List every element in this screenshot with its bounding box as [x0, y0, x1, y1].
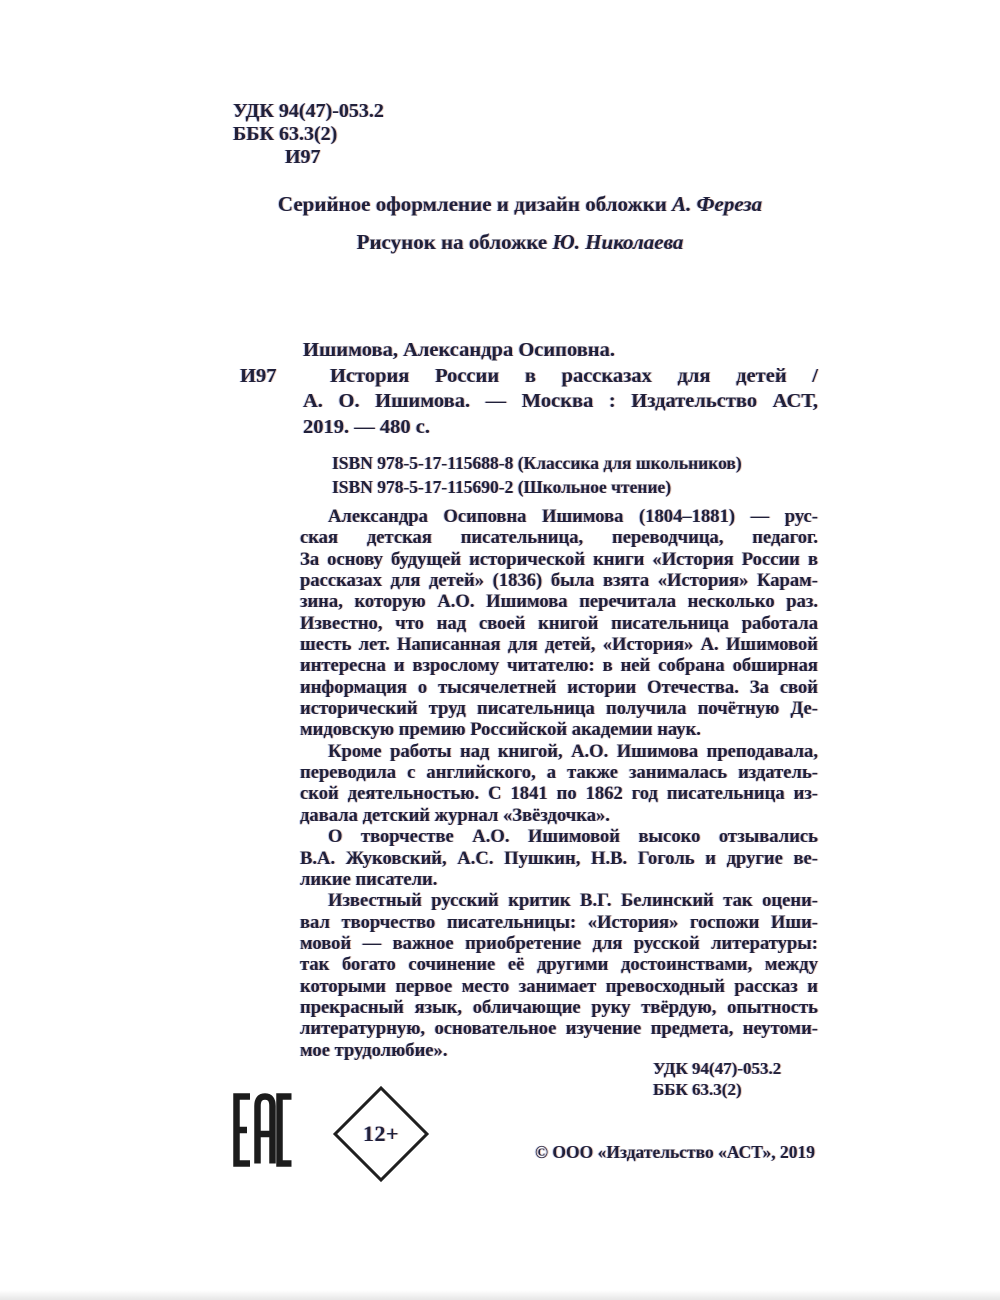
annotation-line: ской деятельностью. С 1841 по 1862 год писательница из-	[300, 783, 818, 805]
annotation-line: так богато сочинение её другими достоинствами, между	[300, 954, 818, 976]
credit-text: Серийное оформление и дизайн обложки	[277, 192, 673, 216]
annotation-line: шесть лет. Написанная для детей, «История» А. Ишимовой	[300, 634, 818, 656]
annotation-line: интересна и взрослому читателю: в ней собрана обширная	[300, 655, 818, 677]
card-title-line: История России в рассказах для детей /	[330, 364, 818, 387]
annotation-line: ская детская писательница, переводчица, педагог.	[300, 527, 818, 549]
annotation-line: За основу будущей исторической книги «История России в	[300, 548, 818, 570]
cover-art-credit	[190, 230, 850, 254]
annotation-line: Известно, что над своей книгой писательница работала	[300, 612, 818, 634]
annotation-line: мое трудолюбие».	[300, 1039, 448, 1061]
annotation-line: мидовскую премию Российской академии наук.	[300, 719, 701, 741]
credits-block	[190, 192, 850, 268]
annotation-line: прекрасный язык, обличающие руку твёрдую, опытность	[300, 996, 818, 1018]
annotation-line: Александра Осиповна Ишимова (1804–1881) — рус-	[328, 506, 818, 527]
credit-text: Рисунок на обложке	[356, 230, 553, 254]
annotation-line: которыми первое место занимает превосходный рассказ и	[300, 975, 818, 997]
isbn-line: ISBN 978-5-17-115690-2 (Школьное чтение)	[332, 476, 672, 497]
annotation-line: зина, которую А.О. Ишимова перечитала несколько раз.	[300, 591, 818, 613]
annotation-line: литературную, основательное изучение предмета, неутоми-	[300, 1018, 818, 1040]
bottom-classification-codes	[653, 1058, 781, 1100]
cover-design-credit	[190, 192, 850, 216]
age-rating-label: 12+	[362, 1120, 400, 1146]
bbk-code: ББК 63.3(2)	[653, 1080, 742, 1099]
annotation-text	[300, 506, 818, 1061]
author-sign-margin: И97	[240, 364, 277, 387]
annotation-line: давала детский журнал «Звёздочка».	[300, 804, 610, 826]
card-year-line: 2019. — 480 с.	[303, 415, 430, 438]
artist-name: Ю. Николаева	[552, 230, 684, 254]
annotation-line: В.А. Жуковский, А.С. Пушкин, Н.В. Гоголь и другие ве-	[300, 847, 818, 869]
udk-code: УДК 94(47)-053.2	[233, 100, 384, 122]
annotation-line: мовой — важное приобретение для русской литературы:	[300, 932, 818, 954]
annotation-line: переводила с английского, а также занималась издатель-	[300, 762, 818, 784]
top-classification-codes	[233, 100, 384, 169]
copyright-line: © ООО «Издательство «АСТ», 2019	[534, 1142, 815, 1162]
annotation-line: О творчестве А.О. Ишимовой высоко отзывались	[328, 826, 818, 848]
age-rating-badge	[333, 1086, 429, 1182]
page-bottom-edge	[0, 1290, 1000, 1300]
eac-conformity-mark-icon	[233, 1093, 295, 1167]
annotation-line: вал творчество писательницы: «История» госпожи Иши-	[300, 911, 818, 933]
annotation-line: исторический труд писательница получила почётную Де-	[300, 698, 818, 720]
udk-code: УДК 94(47)-053.2	[653, 1059, 782, 1078]
author-sign: И97	[285, 146, 321, 168]
annotation-line: ликие писатели.	[300, 868, 438, 890]
catalog-card	[240, 338, 818, 440]
isbn-line: ISBN 978-5-17-115688-8 (Классика для школьников)	[332, 453, 742, 473]
bbk-code: ББК 63.3(2)	[233, 123, 338, 145]
annotation-line: Известный русский критик В.Г. Белинский так оцени-	[328, 890, 818, 912]
isbn-block	[332, 452, 742, 499]
annotation-line: информация о тысячелетней истории Отечества. За свой	[300, 676, 818, 698]
annotation-line: Кроме работы над книгой, А.О. Ишимова преподавала,	[328, 740, 818, 762]
designer-name: А. Фереза	[672, 192, 763, 216]
card-author-line: Ишимова, Александра Осиповна.	[303, 339, 615, 361]
card-publisher-line: А. О. Ишимова. — Москва : Издательство АСТ,	[303, 390, 818, 412]
annotation-line: рассказах для детей» (1836) была взята «История» Карам-	[300, 570, 818, 592]
